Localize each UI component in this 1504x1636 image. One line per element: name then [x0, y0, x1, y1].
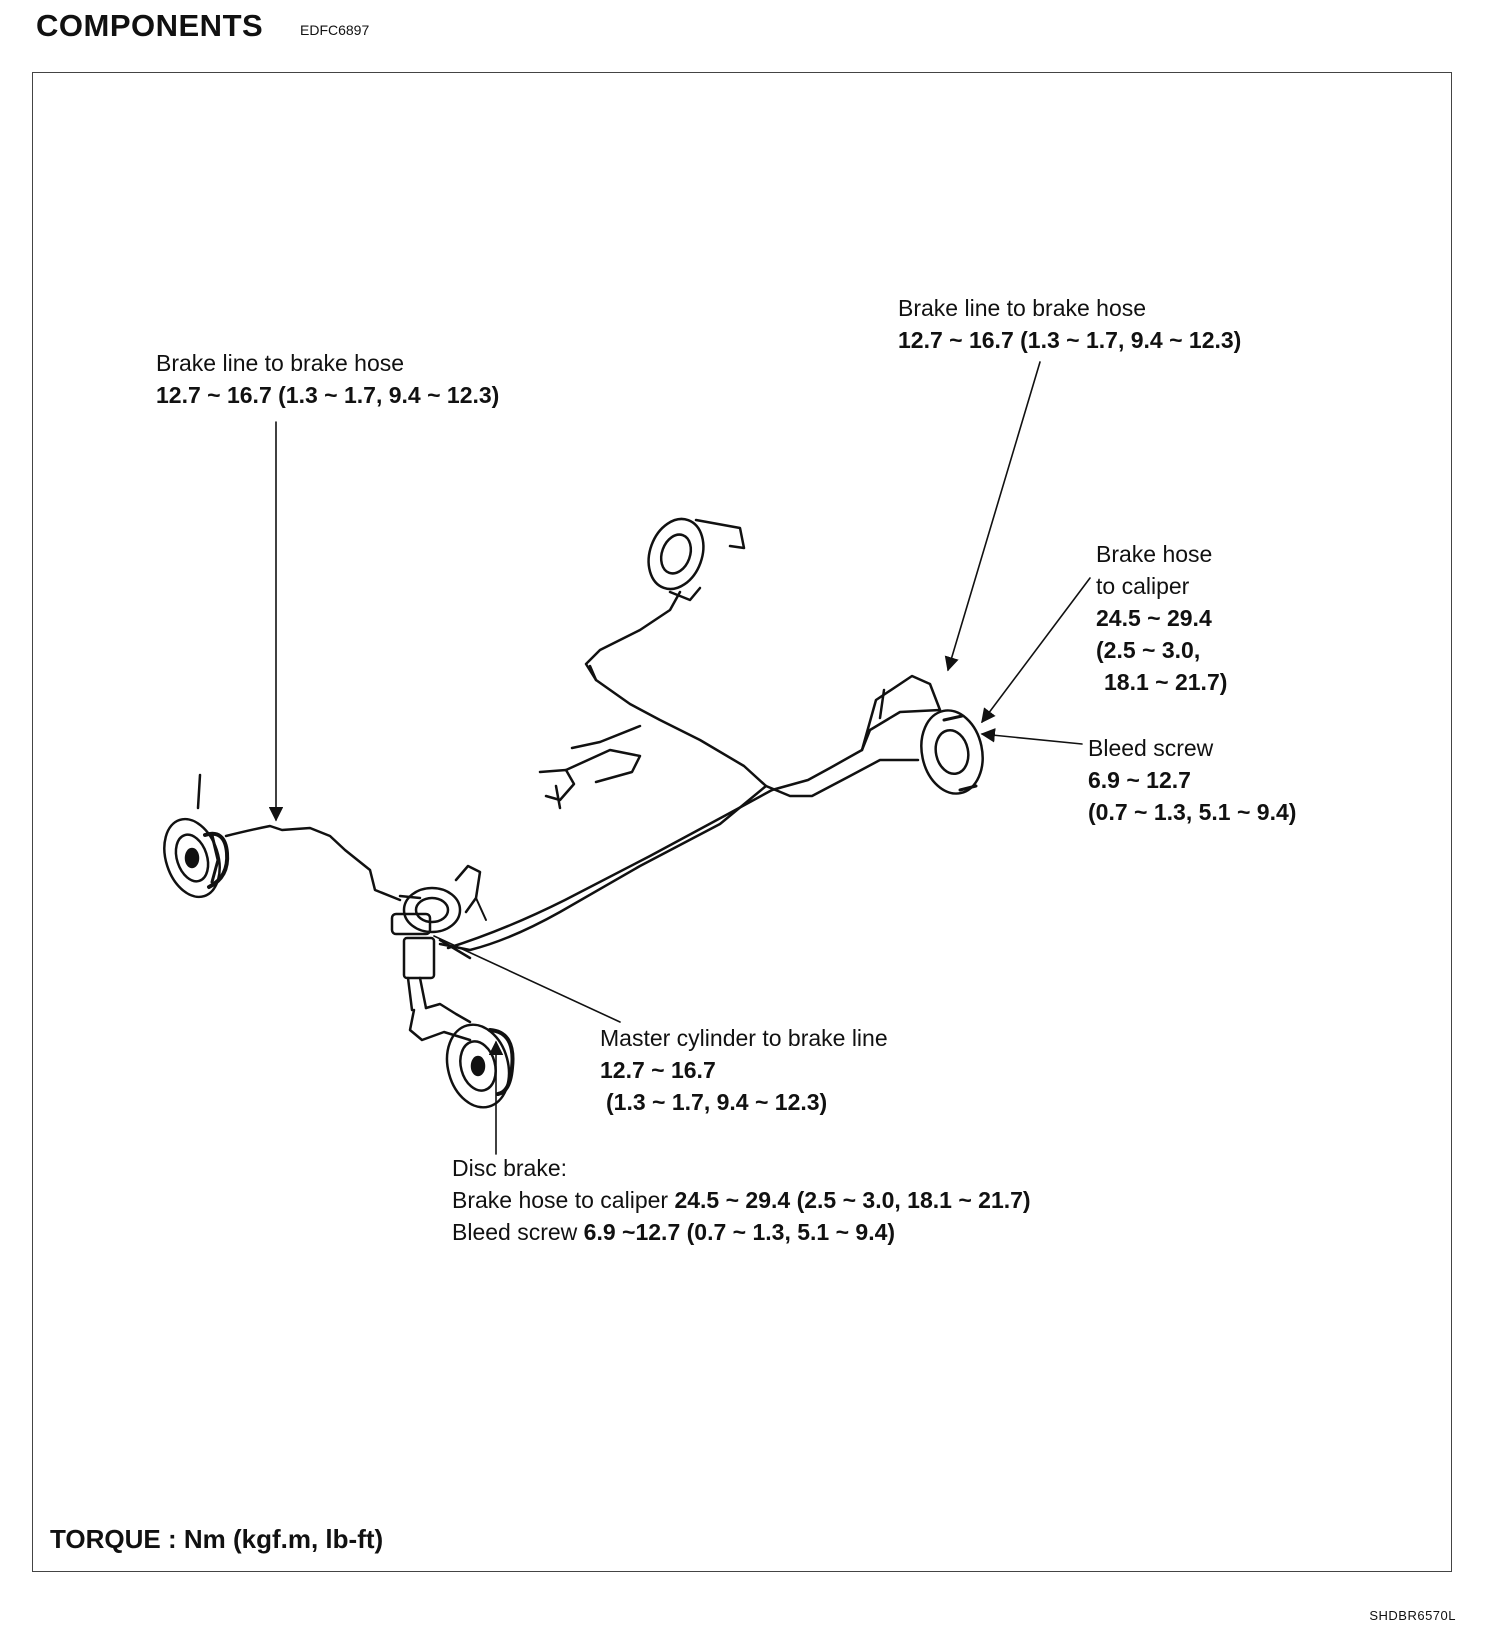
- disc-title: Disc brake:: [452, 1155, 568, 1181]
- rear-hose-caliper-line2: to caliper: [1096, 573, 1190, 599]
- right-line-hose-torque: 12.7 ~ 16.7 (1.3 ~ 1.7, 9.4 ~ 12.3): [898, 327, 1242, 353]
- master-torque1: 12.7 ~ 16.7: [600, 1057, 716, 1083]
- rear-right-brake: [914, 705, 990, 800]
- rear-left-brake: [639, 511, 744, 600]
- right-line-hose-name: Brake line to brake hose: [898, 295, 1147, 321]
- rear-hose-caliper-line4: (2.5 ~ 3.0,: [1096, 637, 1201, 663]
- rear-hose-caliper-line1: Brake hose: [1096, 541, 1213, 567]
- left-line-hose-torque: 12.7 ~ 16.7 (1.3 ~ 1.7, 9.4 ~ 12.3): [156, 382, 500, 408]
- left-line-hose-name: Brake line to brake hose: [156, 350, 405, 376]
- brake-lines: [226, 592, 940, 1040]
- label-right-brake-line-to-hose: [898, 292, 1241, 356]
- label-rear-bleed-screw: [1088, 732, 1296, 828]
- torque-unit-note: TORQUE : Nm (kgf.m, lb-ft): [50, 1524, 384, 1554]
- page-title: COMPONENTS: [36, 8, 264, 43]
- disc-hose-torque: 24.5 ~ 29.4 (2.5 ~ 3.0, 18.1 ~ 21.7): [674, 1187, 1031, 1213]
- front-left-disc-brake: [155, 775, 229, 904]
- document-code: EDFC6897: [300, 22, 370, 38]
- rear-bleed-name: Bleed screw: [1088, 735, 1214, 761]
- rear-bleed-torque2: (0.7 ~ 1.3, 5.1 ~ 9.4): [1088, 799, 1297, 825]
- master-torque2: (1.3 ~ 1.7, 9.4 ~ 12.3): [606, 1089, 828, 1115]
- label-left-brake-line-to-hose: [156, 347, 499, 411]
- label-master-cylinder: [600, 1022, 888, 1118]
- master-name: Master cylinder to brake line: [600, 1025, 888, 1051]
- label-rear-hose-to-caliper: [1096, 538, 1227, 698]
- disc-hose-row: [452, 1184, 1031, 1216]
- figure-reference: SHDBR6570L: [1369, 1608, 1456, 1623]
- handbrake-assembly: [540, 750, 640, 808]
- disc-bleed-name: Bleed screw: [452, 1219, 584, 1245]
- disc-hose-name: Brake hose to caliper: [452, 1187, 675, 1213]
- disc-bleed-row: [452, 1216, 1031, 1248]
- rear-hose-caliper-line5: 18.1 ~ 21.7): [1104, 669, 1228, 695]
- label-disc-brake: [452, 1152, 1031, 1248]
- rear-hose-caliper-line3: 24.5 ~ 29.4: [1096, 605, 1212, 631]
- front-right-disc-brake: [438, 1018, 518, 1115]
- disc-bleed-torque: 6.9 ~12.7 (0.7 ~ 1.3, 5.1 ~ 9.4): [583, 1219, 896, 1245]
- rear-bleed-torque1: 6.9 ~ 12.7: [1088, 767, 1191, 793]
